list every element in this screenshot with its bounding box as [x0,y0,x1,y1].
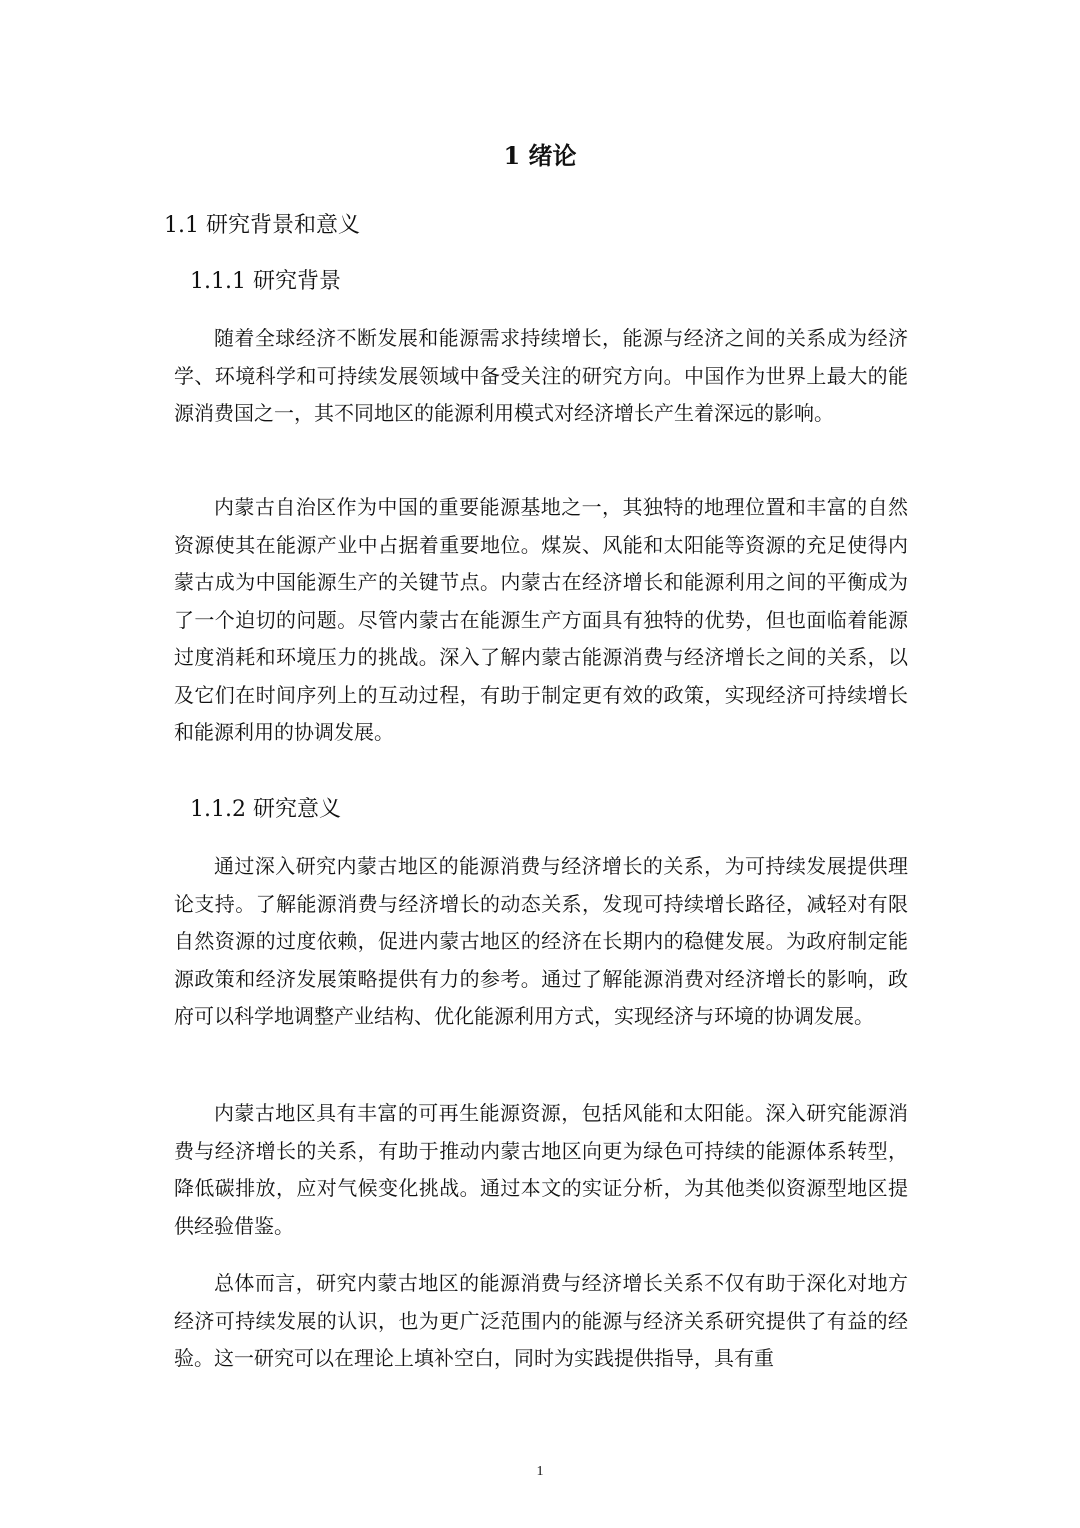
section-heading-1-1: 1.1 研究背景和意义 [164,213,360,238]
page-number: 1 [536,1464,544,1479]
background-paragraph-1: 随着全球经济不断发展和能源需求持续增长，能源与经济之间的关系成为经济学、环境科学和可持续发展领域中备受关注的研究方向。中国作为世界上最大的能源消费国之一，其不同地区的能源利用模式对经济增长产生着深远的影响。 [174,326,908,425]
subsection-heading-1-1-2: 1.1.2 研究意义 [190,797,341,822]
significance-paragraph-1: 通过深入研究内蒙古地区的能源消费与经济增长的关系，为可持续发展提供理论支持。了解能源消费与经济增长的动态关系，发现可持续增长路径，减轻对有限自然资源的过度依赖，促进内蒙古地区的经济在长期内的稳健发展。为政府制定能源政策和经济发展策略提供有力的参考。通过了解能源消费对经济增长的影响，政府可以科学地调整产业结构、优化能源利用方式，实现经济与环境的协调发展。 [174,854,908,1028]
subsection-heading-1-1-1: 1.1.1 研究背景 [190,269,341,294]
significance-paragraph-2: 内蒙古地区具有丰富的可再生能源资源，包括风能和太阳能。深入研究能源消费与经济增长的关系，有助于推动内蒙古地区向更为绿色可持续的能源体系转型，降低碳排放，应对气候变化挑战。通过本文的实证分析，为其他类似资源型地区提供经验借鉴。 [174,1101,908,1238]
significance-paragraph-3: 总体而言，研究内蒙古地区的能源消费与经济增长关系不仅有助于深化对地方经济可持续发展的认识，也为更广泛范围内的能源与经济关系研究提供了有益的经验。这一研究可以在理论上填补空白，同时为实践提供指导，具有重 [174,1271,908,1370]
chapter-title: 1 绪论 [503,141,577,170]
background-paragraph-2: 内蒙古自治区作为中国的重要能源基地之一，其独特的地理位置和丰富的自然资源使其在能源产业中占据着重要地位。煤炭、风能和太阳能等资源的充足使得内蒙古成为中国能源生产的关键节点。内蒙古在经济增长和能源利用之间的平衡成为了一个迫切的问题。尽管内蒙古在能源生产方面具有独特的优势，但也面临着能源过度消耗和环境压力的挑战。深入了解内蒙古能源消费与经济增长之间的关系，以及它们在时间序列上的互动过程，有助于制定更有效的政策，实现经济可持续增长和能源利用的协调发展。 [174,495,908,744]
